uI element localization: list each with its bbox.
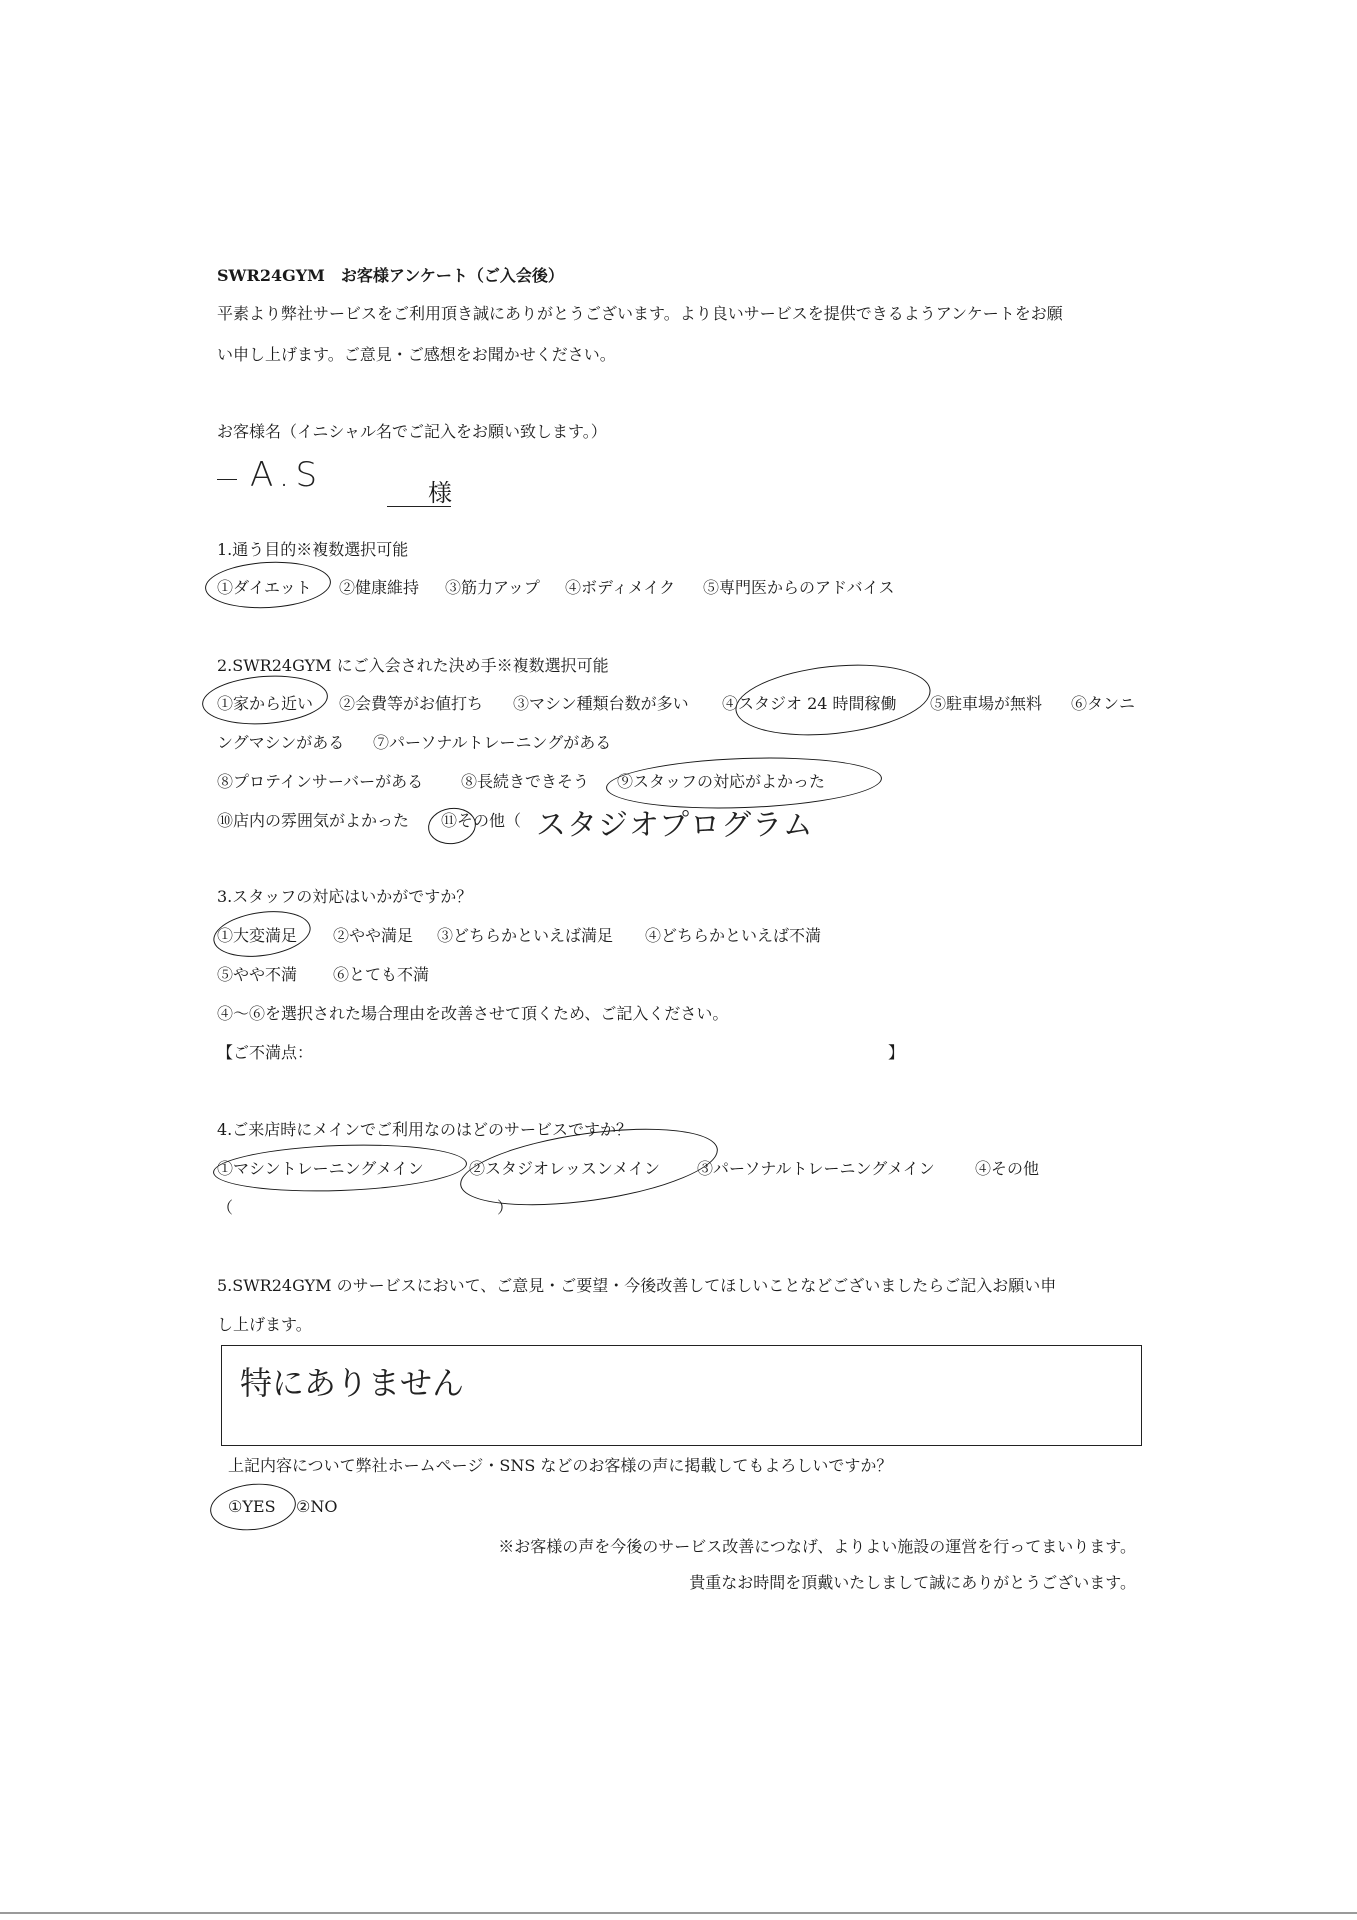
q2-option-6[interactable]: ⑥タンニ (1071, 694, 1136, 713)
q4-option-1[interactable]: ①マシントレーニングメイン (217, 1159, 424, 1178)
q5-question-line-2: し上げます。 (217, 1315, 312, 1334)
customer-suffix: 様 (428, 479, 452, 507)
q2-other-value[interactable]: スタジオプログラム (536, 808, 814, 843)
q2-option-4[interactable]: ④スタジオ 24 時間稼働 (722, 694, 897, 713)
customer-name-value[interactable]: A.S (250, 455, 324, 495)
q3-note: ④～⑥を選択された場合理由を改善させて頂くため、ご記入ください。 (217, 1004, 729, 1023)
q4-option-3[interactable]: ③パーソナルトレーニングメイン (697, 1159, 935, 1178)
q3-complaint-label: 【ご不満点： (217, 1043, 314, 1062)
q4-option-4[interactable]: ④その他 (975, 1159, 1040, 1178)
q2-option-5[interactable]: ⑤駐車場が無料 (930, 694, 1043, 713)
q3-option-5[interactable]: ⑤やや不満 (217, 965, 298, 984)
q3-option-3[interactable]: ③どちらかといえば満足 (437, 926, 614, 945)
q5-question-line-1: 5.SWR24GYM のサービスにおいて、ご意見・ご要望・今後改善してほしいことなどございましたらご記入お願い申 (217, 1276, 1057, 1295)
q2-option-8[interactable]: ⑧プロテインサーバーがある (217, 772, 424, 791)
survey-title: SWR24GYM お客様アンケート（ご入会後） (217, 266, 564, 285)
q4-other-close: ） (497, 1198, 514, 1217)
q4-question: 4.ご来店時にメインでご利用なのはどのサービスですか？ (217, 1120, 632, 1139)
q2-option-11[interactable]: ⑪その他（ (441, 811, 522, 830)
q3-option-6[interactable]: ⑥とても不満 (333, 965, 430, 984)
q2-option-2[interactable]: ②会費等がお値打ち (339, 694, 484, 713)
q2-option-3[interactable]: ③マシン種類台数が多い (513, 694, 689, 713)
q1-option-5[interactable]: ⑤専門医からのアドバイス (703, 578, 895, 597)
closing-line-2: 貴重なお時間を頂戴いたしまして誠にありがとうございます。 (689, 1573, 1136, 1592)
q3-option-4[interactable]: ④どちらかといえば不満 (645, 926, 822, 945)
q5-answer-box[interactable] (221, 1345, 1142, 1446)
q1-option-2[interactable]: ②健康維持 (339, 578, 420, 597)
q3-option-2[interactable]: ②やや満足 (333, 926, 414, 945)
q2-option-6-cont: ングマシンがある (217, 733, 345, 752)
q3-question: 3.スタッフの対応はいかがですか？ (217, 887, 473, 906)
q1-option-4[interactable]: ④ボディメイク (565, 578, 676, 597)
publish-option-no[interactable]: ②NO (296, 1497, 338, 1516)
publish-question: 上記内容について弊社ホームページ・SNS などのお客様の声に掲載してもよろしいですか？ (228, 1456, 893, 1475)
scan-bottom-edge (0, 1912, 1357, 1914)
q4-other-open: （ (217, 1198, 234, 1217)
q2-option-10[interactable]: ⑩店内の雰囲気がよかった (217, 811, 410, 830)
q1-option-1[interactable]: ①ダイエット (217, 578, 312, 597)
q3-option-1[interactable]: ①大変満足 (217, 926, 298, 945)
q2-option-8b[interactable]: ⑧長続きできそう (461, 772, 590, 791)
q2-option-1[interactable]: ①家から近い (217, 694, 314, 713)
name-underline-left (217, 479, 237, 480)
q4-option-2[interactable]: ②スタジオレッスンメイン (469, 1159, 661, 1178)
q1-question: 1.通う目的※複数選択可能 (217, 540, 409, 559)
q2-question: 2.SWR24GYM にご入会された決め手※複数選択可能 (217, 656, 609, 675)
q3-complaint-close: 】 (888, 1043, 905, 1062)
publish-option-yes[interactable]: ①YES (228, 1497, 276, 1516)
intro-line-2: い申し上げます。ご意見・ご感想をお聞かせください。 (217, 345, 616, 364)
customer-name-label: お客様名（イニシャル名でご記入をお願い致します。） (217, 422, 607, 441)
closing-line-1: ※お客様の声を今後のサービス改善につなげ、よりよい施設の運営を行ってまいります。 (498, 1537, 1136, 1556)
intro-line-1: 平素より弊社サービスをご利用頂き誠にありがとうございます。より良いサービスを提供できるようアンケートをお願 (217, 304, 1063, 323)
q2-option-9[interactable]: ⑨スタッフの対応がよかった (617, 772, 826, 791)
q2-option-7[interactable]: ⑦パーソナルトレーニングがある (373, 733, 612, 752)
q5-answer-text[interactable]: 特にありません (240, 1364, 465, 1402)
q1-option-3[interactable]: ③筋力アップ (445, 578, 540, 597)
